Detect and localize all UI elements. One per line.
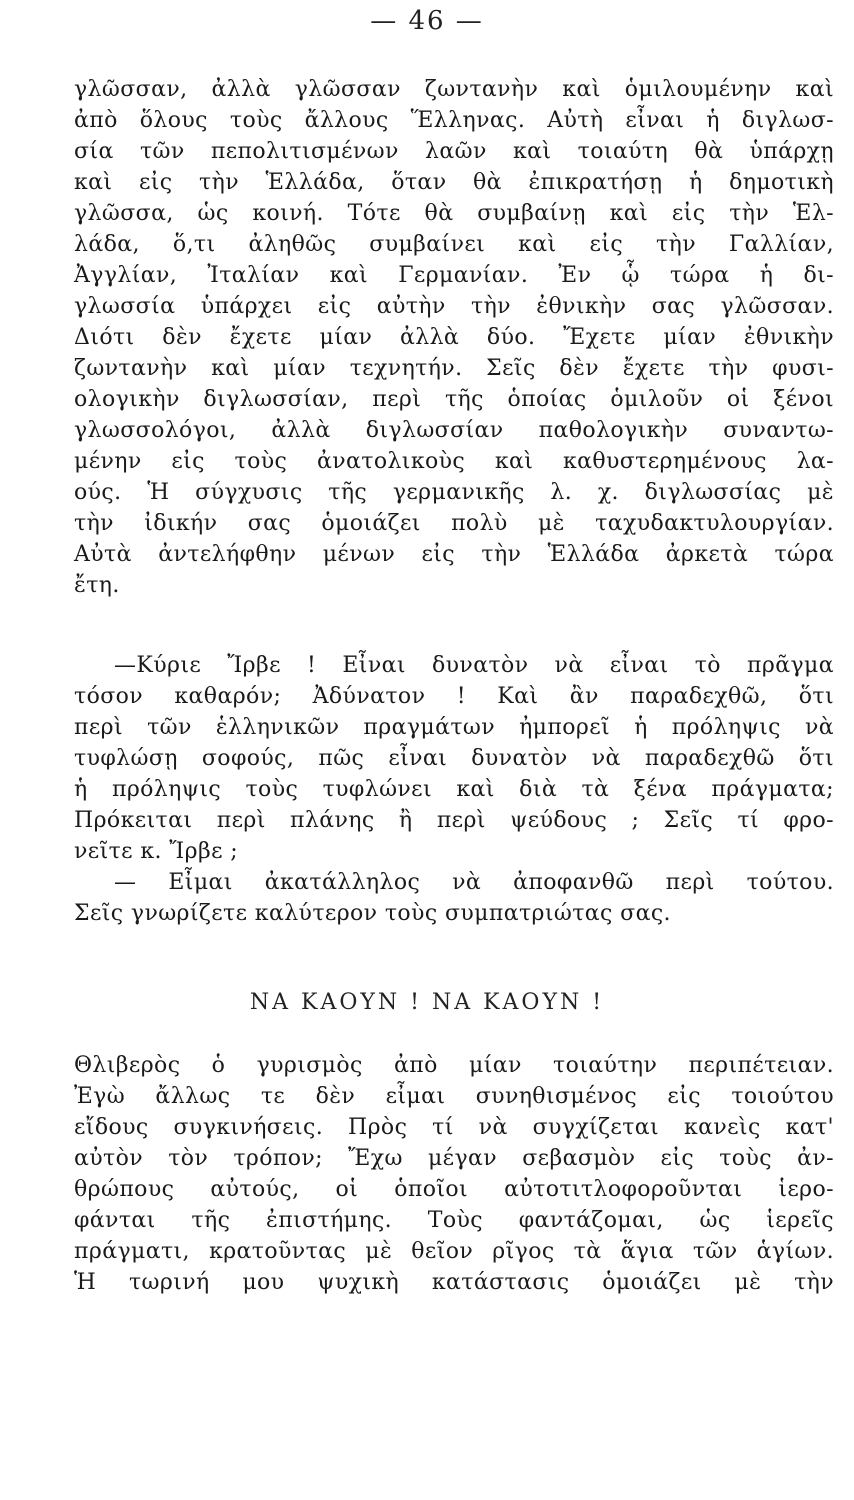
text-line: αὐτὸν τὸν τρόπον; Ἔχω μέγαν σεβασμὸν εἰς τοὺς ἀν- [74,1146,834,1171]
text-line: Αὐτὰ ἀντελήφθην μένων εἰς τὴν Ἑλλάδα ἀρκετὰ τώρα [74,542,834,567]
text-line: Ἀγγλίαν, Ἰταλίαν καὶ Γερμανίαν. Ἐν ᾧ τώρα ἡ δι- [74,263,834,288]
text-line: γλωσσολόγοι, ἀλλὰ διγλωσσίαν παθολογικὴν συναντω- [74,418,834,443]
text-line: Σεῖς γνωρίζετε καλύτερον τοὺς συμπατριώτας σας. [74,901,671,926]
text-line: γλῶσσαν, ἀλλὰ γλῶσσαν ζωντανὴν καὶ ὁμιλουμένην καὶ [74,77,834,102]
page-number: — 46 — [370,6,484,36]
text-line: ἡ πρόληψις τοὺς τυφλώνει καὶ διὰ τὰ ξένα πράγματα; [74,777,834,802]
text-line: νεῖτε κ. Ἴρβε ; [74,839,239,864]
paragraph-1 [74,74,834,601]
text-line: γλῶσσα, ὡς κοινή. Τότε θὰ συμβαίνῃ καὶ εἰς τὴν Ἑλ- [74,201,834,226]
text-line: θρώπους αὐτούς, οἱ ὁποῖοι αὐτοτιτλοφοροῦνται ἱερο- [74,1177,834,1202]
paragraph-3 [74,1050,834,1298]
text-line: περὶ τῶν ἑλληνικῶν πραγμάτων ἠμπορεῖ ἡ πρόληψις νὰ [74,715,834,740]
text-line: τὴν ἰδικήν σας ὁμοιάζει πολὺ μὲ ταχυδακτυλουργίαν. [74,511,834,536]
paragraph-2 [74,650,834,929]
text-line: τόσον καθαρόν; Ἀδύνατον ! Καὶ ἂν παραδεχθῶ, ὅτι [74,684,834,709]
text-line: εἴδους συγκινήσεις. Πρὸς τί νὰ συγχίζεται κανεὶς κατ' [74,1115,834,1140]
text-line: Ἡ τωρινή μου ψυχικὴ κατάστασις ὁμοιάζει μὲ τὴν [74,1270,834,1295]
text-line: ἀπὸ ὅλους τοὺς ἄλλους Ἕλληνας. Αὐτὴ εἶναι ἡ διγλωσ- [74,108,834,133]
text-line: φάνται τῆς ἐπιστήμης. Τοὺς φαντάζομαι, ὡς ἱερεῖς [74,1208,834,1233]
text-line: Ἐγὼ ἄλλως τε δὲν εἶμαι συνηθισμένος εἰς τοιούτου [74,1084,834,1109]
text-line: —Κύριε Ἴρβε ! Εἶναι δυνατὸν νὰ εἶναι τὸ πρᾶγμα [114,653,834,678]
section-heading: ΝΑ ΚΑΟΥΝ ! ΝΑ ΚΑΟΥΝ ! [249,990,605,1015]
text-line: Θλιβερὸς ὁ γυρισμὸς ἀπὸ μίαν τοιαύτην περιπέτειαν. [74,1053,834,1078]
text-line: ἔτη. [74,573,120,598]
text-line: σία τῶν πεπολιτισμένων λαῶν καὶ τοιαύτη θὰ ὑπάρχῃ [74,139,834,164]
text-line: — Εἶμαι ἀκατάλληλος νὰ ἀποφανθῶ περὶ τούτου. [114,870,834,895]
text-line: τυφλώσῃ σοφούς, πῶς εἶναι δυνατὸν νὰ παραδεχθῶ ὅτι [74,746,834,771]
text-line: μένην εἰς τοὺς ἀνατολικοὺς καὶ καθυστερημένους λα- [74,449,834,474]
text-line: ολογικὴν διγλωσσίαν, περὶ τῆς ὁποίας ὁμιλοῦν οἱ ξένοι [74,387,834,412]
text-line: Διότι δὲν ἔχετε μίαν ἀλλὰ δύο. Ἔχετε μίαν ἐθνικὴν [74,325,834,350]
text-line: ζωντανὴν καὶ μίαν τεχνητήν. Σεῖς δὲν ἔχετε τὴν φυσι- [74,356,834,381]
text-line: ούς. Ἡ σύγχυσις τῆς γερμανικῆς λ. χ. διγλωσσίας μὲ [74,480,834,505]
text-line: λάδα, ὅ,τι ἀληθῶς συμβαίνει καὶ εἰς τὴν Γαλλίαν, [74,232,834,257]
text-line: γλωσσία ὑπάρχει εἰς αὐτὴν τὴν ἐθνικὴν σας γλῶσσαν. [74,294,834,319]
text-line: καὶ εἰς τὴν Ἑλλάδα, ὅταν θὰ ἐπικρατήσῃ ἡ δημοτικὴ [74,170,834,195]
text-line: πράγματι, κρατοῦντας μὲ θεῖον ρῖγος τὰ ἅγια τῶν ἁγίων. [74,1239,834,1264]
text-line: Πρόκειται περὶ πλάνης ἢ περὶ ψεύδους ; Σεῖς τί φρο- [74,808,834,833]
